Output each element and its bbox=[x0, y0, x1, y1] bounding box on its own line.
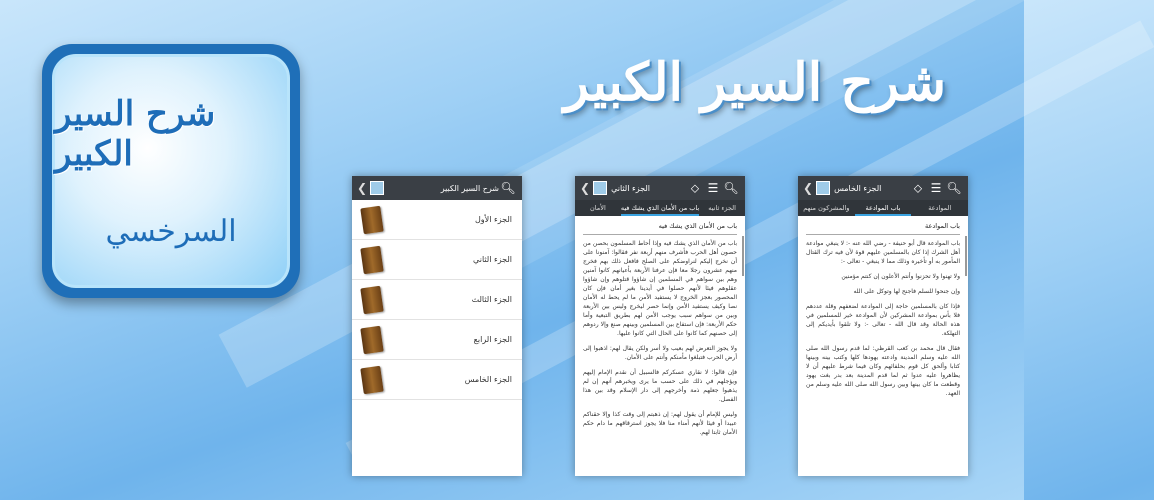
app-icon-title: شرح السير الكبير bbox=[55, 93, 216, 174]
book-icon bbox=[360, 245, 383, 274]
chapter-tab[interactable]: الموادعة bbox=[928, 204, 952, 212]
app-logo-icon bbox=[593, 181, 607, 195]
action-bar-title: شرح السير الكبير bbox=[440, 183, 499, 193]
menu-list-icon[interactable]: ☰ bbox=[707, 181, 719, 195]
volume-list-item[interactable] bbox=[352, 240, 522, 280]
chapter-tabs bbox=[798, 200, 968, 216]
back-chevron-icon[interactable]: ❮ bbox=[803, 181, 814, 195]
chapter-tab[interactable]: والمشركون منهم bbox=[803, 204, 850, 212]
phone-screen-muwadaa bbox=[798, 176, 968, 476]
paragraph: فإن قالوا: لا نقاري عسكركم فالسبيل أن نقدم الإمام إليهم ويؤجلهم في ذلك على حسب ما يرى ويخبرهم أنهم إن لم يذهبوا جعلهم ذمة وأخرجهم إلى دار الإسلام وقد بين هذا الفصل. bbox=[583, 369, 737, 403]
action-bar-title: الجزء الثاني bbox=[611, 183, 651, 193]
divider bbox=[806, 234, 960, 235]
chapter-tab[interactable]: الجزء ثانيه bbox=[708, 204, 736, 212]
paragraph: وليس للإمام أن يقول لهم: إن ذهبتم إلى وقت كذا وإلا حقناكم عبيدا أو فيئا لأنهم أمناء منا فلا يجوز استرقاقهم ما دام حكم الأمان ثابتا لهم. bbox=[583, 411, 737, 436]
volume-label: الجزء الخامس bbox=[464, 375, 512, 384]
volume-label: الجزء الثاني bbox=[473, 255, 512, 264]
app-logo-icon bbox=[816, 181, 830, 195]
app-icon bbox=[42, 44, 300, 298]
paragraph: فقال قال محمد بن كعب القرظي: لما قدم رسول الله صلى الله عليه وسلم المدينة وادعته يهودها كلها وكتب بينه وبينها كتابا وألحق كل قوم بحلفائهم وكان فيما شرط عليهم أن لا يظاهروا عليه عدوا ثم لما قدم المدينة بعد بدر بغت يهود وقطعت ما كان بينها وبين رسول الله صلى الله عليه وسلم من العهد. bbox=[806, 345, 960, 397]
share-icon[interactable]: ⬦ bbox=[690, 180, 700, 195]
menu-list-icon[interactable]: ☰ bbox=[930, 181, 942, 195]
chapter-heading: باب الموادعة bbox=[925, 222, 960, 230]
chapter-tab-active[interactable]: باب من الأمان الذي يشك فيه bbox=[621, 200, 699, 216]
share-icon[interactable]: ⬦ bbox=[913, 180, 923, 195]
quran-verse: وإن جنحوا للسلم فاجنح لها وتوكل على الله bbox=[853, 288, 960, 295]
scrollbar[interactable] bbox=[965, 236, 967, 276]
book-icon bbox=[360, 205, 383, 234]
volume-label: الجزء الثالث bbox=[471, 295, 512, 304]
app-icon-subtitle: السرخسي bbox=[105, 213, 237, 249]
chapter-tabs bbox=[575, 200, 745, 216]
book-icon bbox=[360, 365, 383, 394]
action-bar bbox=[575, 176, 745, 200]
search-icon[interactable]: 🔍︎ bbox=[723, 181, 739, 195]
action-bar-title: الجزء الخامس bbox=[834, 183, 882, 193]
divider bbox=[583, 234, 737, 235]
paragraph: باب من الأمان الذي يشك فيه وإذا أحاط المسلمون بحصن من حصون أهل الحرب فأشرف منهم أربعة نفر فقالوا: آمنونا على أن نخرج إليكم لنراوضكم على الصلح فافعل ذلك بهم فخرج منهم عشرون رجلا معا فإن عرفنا الأربعة بأعيانهم كانوا آمنين وهم بين سواهم في المسلمين إن شاؤوا قتلوهم وإن شاؤوا عقلوهم فيئا لأنهم حصلوا في أيدينا بغير أمان فإن كان المحصور بعجز الخروج لا يستفيد الأمن ما لم يحط له الأمان نصا وكيف يستفيد الأمن وإنما حصر ليخرج وليس بين الأربعة وبين من سواهم سبب يوجب الأمن لهم بطريق التبعية وأما حكم الأربعة: فإن استفاع بين المسلمين وبينهم صنع وإلا ردوهم إلى حصنهم كما كانوا على الحال التي كانوا عليها. bbox=[583, 240, 737, 337]
banner-title: شرح السير الكبير bbox=[563, 52, 947, 113]
volume-list-item[interactable] bbox=[352, 360, 522, 400]
scrollbar[interactable] bbox=[742, 236, 744, 276]
volume-label: الجزء الرابع bbox=[473, 335, 512, 344]
paragraph: ولا يجوز التعرض لهم بعيب ولا أسر ولكن يقال لهم: اذهبوا إلى أرض الحرب فتبلغوا مأمنكم وأنتم على الأمان. bbox=[583, 345, 737, 361]
back-chevron-icon[interactable]: ❮ bbox=[580, 181, 591, 195]
back-chevron-icon[interactable]: ❮ bbox=[357, 181, 368, 195]
chapter-tab-active[interactable]: باب الموادعة bbox=[855, 200, 912, 216]
phone-screen-volumes bbox=[352, 176, 522, 476]
volume-list-item[interactable] bbox=[352, 320, 522, 360]
chapter-text bbox=[575, 216, 745, 449]
chapter-tab[interactable]: الأمان bbox=[590, 204, 606, 212]
app-icon-face bbox=[52, 54, 290, 288]
app-logo-icon bbox=[370, 181, 384, 195]
action-bar bbox=[352, 176, 522, 200]
book-icon bbox=[360, 285, 383, 314]
paragraph: فإذا كان بالمسلمين حاجة إلى الموادعة لضعفهم وقلة عددهم فلا بأس بموادعة المشركين لأن الموادعة خير للمسلمين في هذه الحالة وقد قال الله - تعالى -: ولا تلقوا بأيديكم إلى التهلكة. bbox=[806, 303, 960, 337]
paragraph: باب الموادعة قال أبو حنيفة - رضي الله عنه -: لا ينبغي موادعة أهل الشرك إذا كان بالمسلمين عليهم قوة لأن فيه ترك القتال المأمور به أو تأخيره وذلك مما لا ينبغي - تعالى -: bbox=[806, 240, 960, 265]
volume-label: الجزء الأول bbox=[474, 215, 512, 224]
action-bar bbox=[798, 176, 968, 200]
search-icon[interactable]: 🔍︎ bbox=[946, 181, 962, 195]
quran-verse: ولا تهنوا ولا تحزنوا وأنتم الأعلون إن كنتم مؤمنين bbox=[841, 273, 960, 280]
chapter-text bbox=[798, 216, 968, 410]
book-icon bbox=[360, 325, 383, 354]
chapter-heading: باب من الأمان الذي يشك فيه bbox=[658, 222, 737, 230]
search-icon[interactable]: 🔍︎ bbox=[500, 181, 516, 195]
phone-screen-amaan bbox=[575, 176, 745, 476]
volume-list-item[interactable] bbox=[352, 200, 522, 240]
volume-list-item[interactable] bbox=[352, 280, 522, 320]
